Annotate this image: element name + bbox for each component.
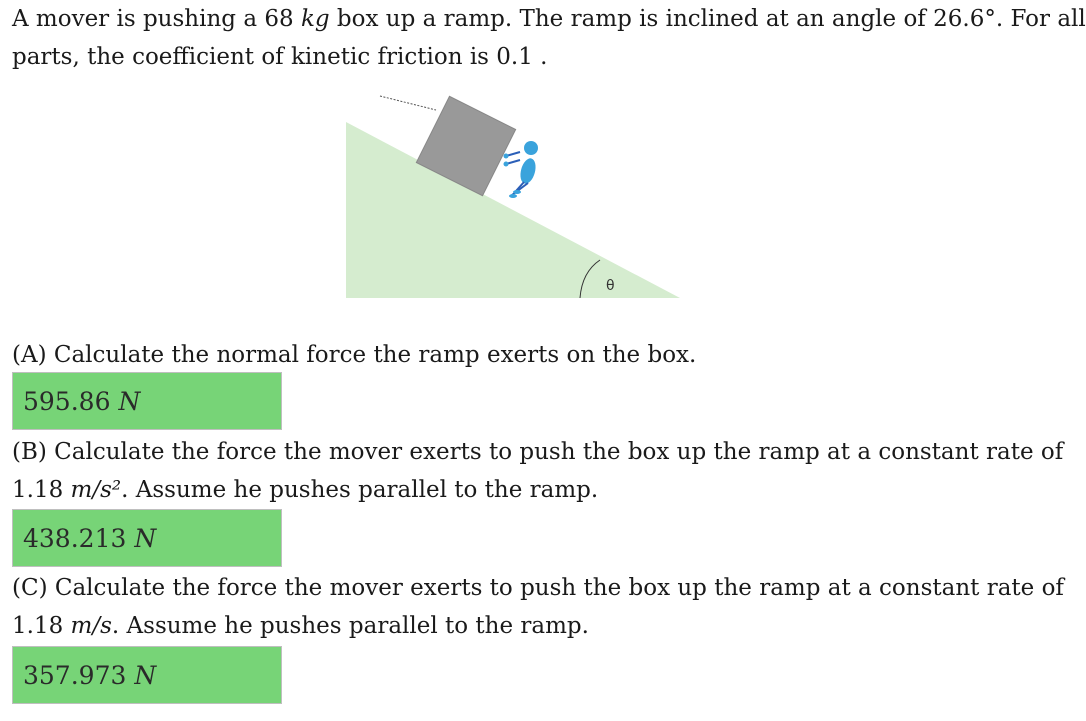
dotted-line <box>380 96 436 110</box>
answer-c-value: 357.973 <box>23 661 127 690</box>
question-c-line-1: (C) Calculate the force the mover exerts to push the box up the ramp at a constant rate of <box>12 575 1064 601</box>
question-c-rate-value: 1.18 <box>12 613 64 639</box>
ramp <box>346 122 680 298</box>
ramp-diagram <box>340 90 685 302</box>
angle-value: 26.6° <box>933 6 996 32</box>
question-a-text: (A) Calculate the normal force the ramp exerts on the box. <box>12 342 697 368</box>
answer-c-box <box>12 646 282 704</box>
question-c-rate-unit: m/s <box>70 613 112 639</box>
question-b-line-2: 1.18 m/s². Assume he pushes parallel to the ramp. <box>12 477 599 503</box>
problem-line-1: A mover is pushing a 68 kg box up a ramp. The ramp is inclined at an angle of 26.6°. For all <box>12 6 1086 32</box>
answer-b-unit: N <box>134 524 157 553</box>
answer-b-box <box>12 509 282 567</box>
friction-coefficient: 0.1 <box>496 44 533 70</box>
mass-unit: kg <box>300 6 330 32</box>
question-c-line-2: 1.18 m/s. Assume he pushes parallel to the ramp. <box>12 613 589 639</box>
answer-a-unit: N <box>118 387 141 416</box>
answer-a-value: 595.86 <box>23 387 111 416</box>
problem-statement <box>12 0 1086 76</box>
question-a <box>12 336 696 374</box>
angle-label: θ <box>606 278 615 294</box>
question-b-rate-value: 1.18 <box>12 477 64 503</box>
mover-figure <box>504 141 539 198</box>
problem-line-2: parts, the coefficient of kinetic friction is 0.1 . <box>12 44 548 70</box>
answer-b-value: 438.213 <box>23 524 127 553</box>
answer-c-unit: N <box>134 661 157 690</box>
answer-a-box <box>12 372 282 430</box>
mass-value: 68 <box>264 6 294 32</box>
question-b-line-1: (B) Calculate the force the mover exerts to push the box up the ramp at a constant rate of <box>12 439 1064 465</box>
question-c <box>12 569 1064 645</box>
question-b-rate-unit: m/s² <box>70 477 122 503</box>
question-b <box>12 433 1063 509</box>
